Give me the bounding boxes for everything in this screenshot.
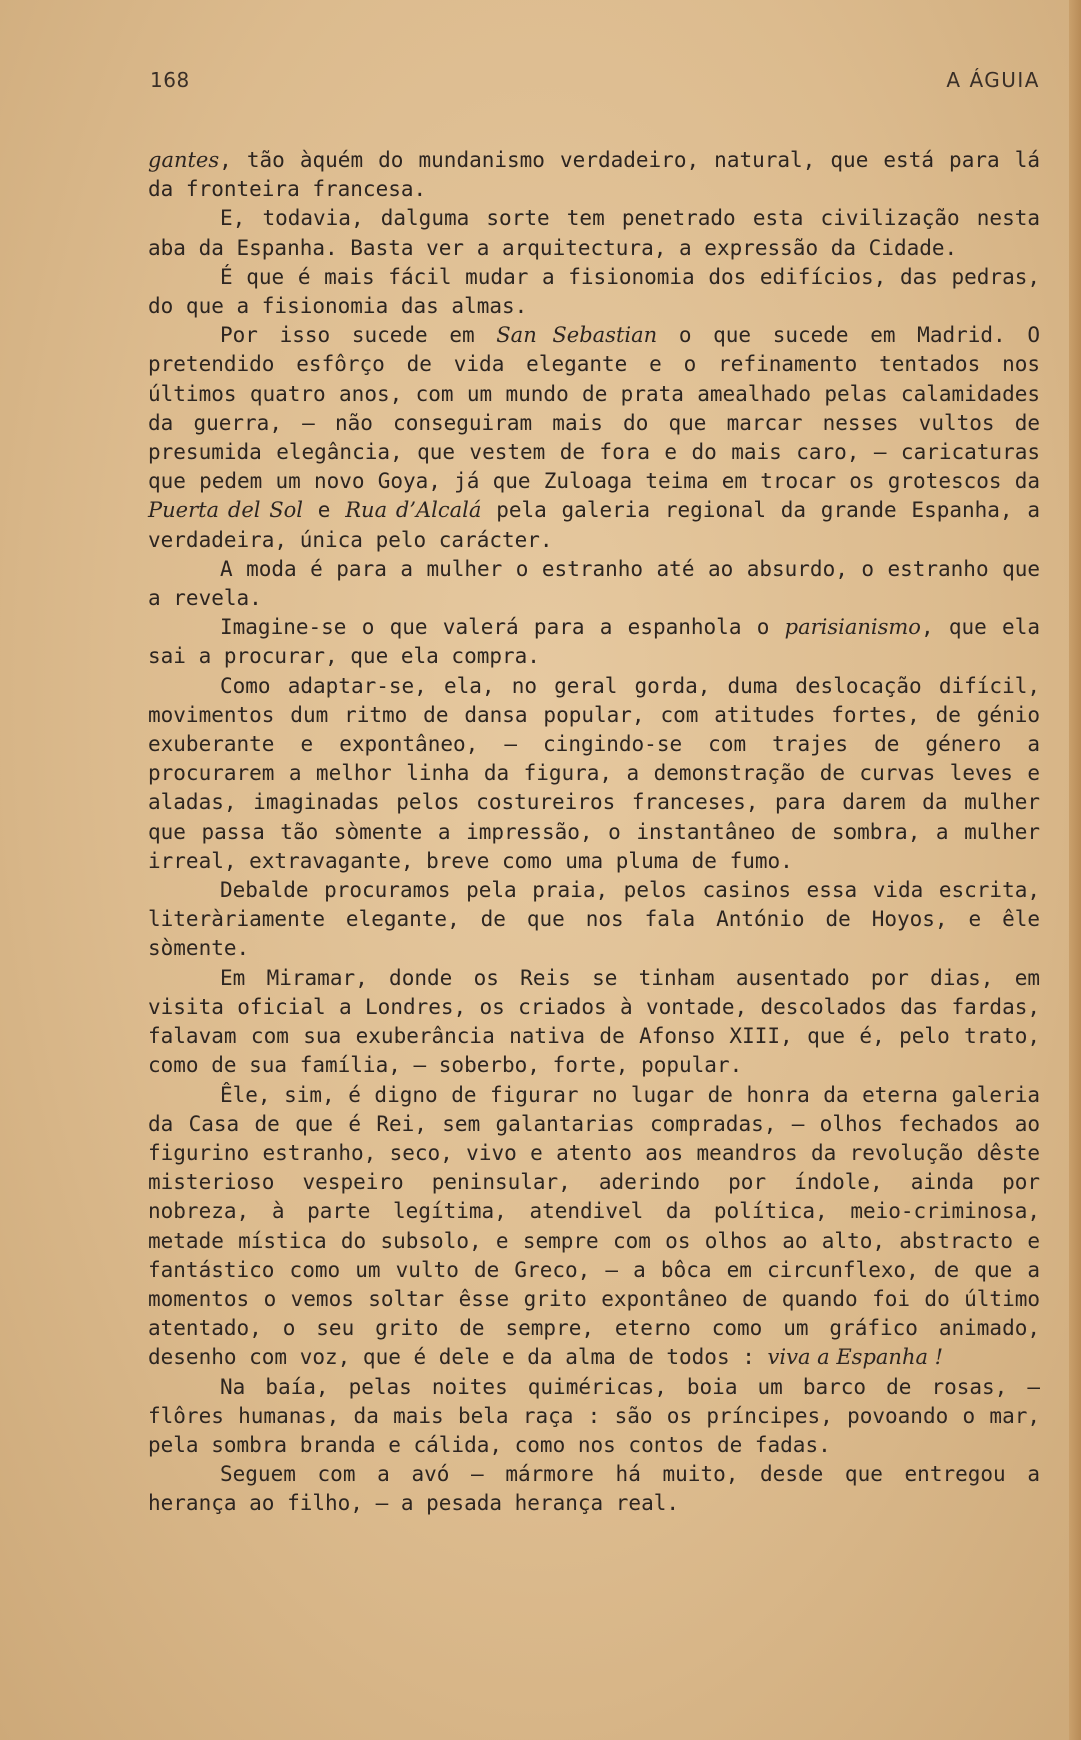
text-run: A moda é para a mulher o estranho até ao absurdo, o estranho que a revela.	[148, 556, 1040, 611]
paragraph	[148, 964, 1040, 1081]
text-run: E, todavia, dalguma sorte tem penetrado esta civilização nesta aba da Espanha. Basta ver a arquitectura, a expressão da Cidade.	[148, 206, 1040, 260]
text-run: pela galeria regional da grande Espanha, a verdadeira, única pelo carácter.	[148, 498, 1040, 552]
text-run: Em Miramar, donde os Reis se tinham ausentado por dias, em visita oficial a Londres, os criados à vontade, descolados das fardas, falavam com sua exuberância nativa de Afonso XIII, que é, pelo trato, como de sua família, — soberbo, forte, popular.	[148, 965, 1040, 1078]
paragraph	[148, 321, 1040, 555]
running-head	[150, 68, 1040, 98]
text-run: Debalde procuramos pela praia, pelos casinos essa vida escrita, literàriamente elegante, de que nos fala António de Hoyos, e êle sòmente.	[148, 878, 1040, 961]
paragraph	[148, 613, 1040, 671]
italic-text: San Sebastian	[496, 323, 658, 348]
italic-text: Puerta del Sol	[148, 498, 304, 523]
text-run: Na baía, pelas noites quiméricas, boia um barco de rosas, — flôres humanas, da mais bela raça : são os príncipes, povoando o mar, pela sombra branda e cálida, como nos contos de fadas.	[148, 1374, 1040, 1457]
page-edge	[1069, 0, 1081, 1740]
text-run: , tão àquém do mundanismo verdadeiro, natural, que está para lá da fronteira francesa.	[148, 148, 1040, 202]
italic-text: gantes	[148, 148, 220, 172]
paragraph	[148, 555, 1040, 613]
paragraph	[148, 876, 1040, 964]
text-run: Como adaptar-se, ela, no geral gorda, duma deslocação difícil, movimentos dum ritmo de dansa popular, com atitudes fortes, de génio exuberante e expontâneo, — cingindo-se com trajes de género a procurarem a melhor linha da figura, a demonstração de curvas leves e aladas, imaginadas pelos costureiros franceses, para darem da mulher que passa tão sòmente a impressão, o instantâneo de sombra, a mulher irreal, extravagante, breve como uma pluma de fumo.	[148, 673, 1040, 873]
italic-text: Rua d’Alcalá	[345, 498, 482, 523]
body-text	[148, 146, 1040, 1519]
text-run: o que sucede em Madrid. O pretendido esfôrço de vida elegante e o refinamento tentados nos últimos quatro anos, com um mundo de prata amealhado pelas calamidades da guerra, — não conseguiram mais do que marcar nesses vultos de presumida elegância, que vestem de fora e do mais caro, — caricaturas que pedem um novo Goya, já que Zuloaga teima em trocar os grotescos da	[148, 323, 1040, 494]
paragraph	[148, 263, 1040, 321]
text-run: Seguem com a avó — mármore há muito, desde que entregou a herança ao filho, — a pesada herança real.	[148, 1462, 1040, 1516]
italic-text: parisianismo	[784, 615, 921, 640]
paragraph	[148, 1081, 1040, 1373]
paragraph	[148, 1373, 1040, 1461]
italic-text: viva a Espanha !	[767, 1345, 944, 1370]
paragraph	[148, 672, 1040, 876]
paragraph	[148, 146, 1040, 204]
text-run: É que é mais fácil mudar a fisionomia dos edifícios, das pedras, do que a fisionomia das almas.	[148, 264, 1040, 319]
text-run: Êle, sim, é digno de figurar no lugar de honra da eterna galeria da Casa de que é Rei, sem galantarias compradas, — olhos fechados ao figurino estranho, seco, vivo e atento aos meandros da revolução dêste misterioso vespeiro peninsular, aderindo por índole, ainda por nobreza, à parte legítima, atendivel da política, meio-criminosa, metade mística do subsolo, e sempre com os olhos ao alto, abstracto e fantástico como um vulto de Greco, — a bôca em circunflexo, de que a momentos o vemos soltar êsse grito expontâneo de quando foi do último atentado, o seu grito de sempre, eterno como um gráfico animado, desenho com voz, que é dele e da alma de todos :	[148, 1082, 1040, 1370]
page-number: 168	[150, 68, 190, 92]
paragraph	[148, 204, 1040, 262]
text-run: Por isso sucede em	[220, 323, 497, 348]
journal-title: A ÁGUIA	[946, 68, 1040, 92]
text-run: , que ela sai a procurar, que ela compra.	[148, 615, 1040, 669]
text-run: e	[303, 498, 346, 523]
text-run: Imagine-se o que valerá para a espanhola o	[220, 615, 785, 640]
paragraph	[148, 1460, 1040, 1518]
